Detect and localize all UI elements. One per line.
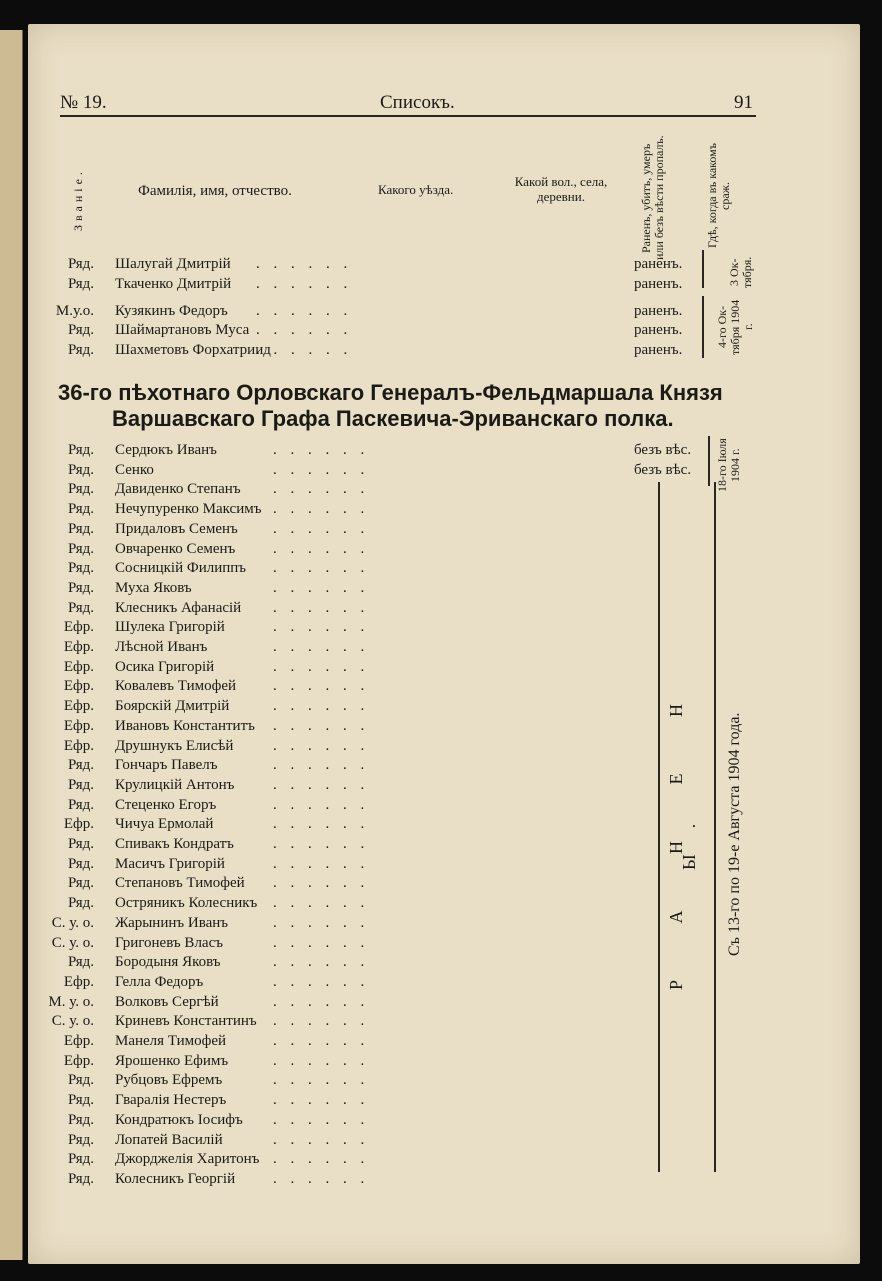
row-rank: Ряд. (67, 895, 94, 912)
row-name: Придаловъ Семенъ (115, 520, 238, 537)
row-name: Криневъ Константинъ (115, 1013, 257, 1030)
row-name: Гваралія Нестеръ (115, 1092, 227, 1109)
row-name: Ткаченко Дмитрій (115, 276, 232, 292)
row-status: раненъ. (634, 256, 683, 272)
leader-dots: . . . . . . (273, 619, 370, 636)
row-rank: Ряд. (67, 322, 94, 338)
leader-dots: . . . . . . (273, 796, 370, 813)
row-name: Ивановъ Константитъ (115, 717, 255, 734)
leader-dots: . . . . . . (273, 698, 370, 715)
list-row (28, 1132, 860, 1151)
row-name: Шахметовъ Форхатриид (115, 342, 271, 358)
leader-dots: . . . . . . (273, 816, 370, 833)
leader-dots: . . . . . . (273, 639, 370, 655)
row-rank: Ряд. (67, 442, 94, 458)
leader-dots: . . . . . . (256, 256, 353, 272)
list-row (28, 619, 860, 638)
row-name: Давиденко Степанъ (115, 481, 241, 498)
status-group-label: Р А Н Е Н Ы. (666, 678, 699, 991)
leader-dots: . . . . . . (273, 836, 370, 852)
row-name: Сенко (115, 461, 154, 478)
row-rank: Ряд. (67, 276, 94, 292)
row-rank: Ефр. (63, 698, 94, 715)
row-rank: Ефр. (63, 973, 94, 990)
leader-dots: . . . . . . (273, 934, 370, 951)
page-title: Списокъ. (380, 92, 455, 113)
row-name: Масичъ Григорій (115, 855, 225, 872)
row-name: Манеля Тимофей (115, 1033, 227, 1049)
row-rank: Ефр. (63, 678, 94, 695)
leader-dots: . . . . . . (273, 481, 370, 498)
row-name: Нечупуренко Максимъ (115, 501, 262, 518)
regiment-title-line1: 36-го пѣхотнаго Орловскаго Генералъ-Фельдмаршала Князя (58, 380, 723, 405)
leader-dots: . . . . . . (273, 973, 370, 990)
row-name: Спивакъ Кондратъ (115, 836, 234, 852)
list-row (28, 560, 860, 579)
list-row (28, 501, 860, 520)
leader-dots: . . . . . . (273, 1131, 370, 1148)
page-number: 91 (734, 92, 753, 113)
row-rank: Ряд. (67, 256, 94, 272)
section1-note-1: 3 Ок-тября. (727, 256, 754, 288)
row-rank: Ряд. (67, 1170, 94, 1187)
column-where-header: Гдѣ, когда въ какомъ сраж. (705, 143, 732, 249)
row-name: Стеценко Егоръ (115, 796, 217, 813)
leader-dots: . . . . . . (273, 1013, 370, 1030)
row-name: Ярошенко Ефимъ (115, 1052, 229, 1069)
list-row (28, 541, 860, 560)
leader-dots: . . . . . . (273, 717, 370, 734)
row-rank: Ефр. (63, 1052, 94, 1069)
leader-dots: . . . . . . (273, 461, 370, 478)
leader-dots: . . . . . . (273, 678, 370, 695)
row-status: безъ вѣс. (634, 442, 692, 458)
row-name: Шулека Григорій (115, 619, 225, 636)
list-row (28, 1053, 860, 1072)
leader-dots: . . . . . . (273, 540, 370, 557)
leader-dots: . . . . . . (273, 1092, 370, 1109)
list-row (28, 1171, 860, 1190)
document-page (28, 24, 860, 1264)
row-name: Гелла Федоръ (115, 973, 204, 990)
row-rank: Ефр. (63, 658, 94, 675)
column-village-header: Какой вол., села, деревни. (514, 174, 608, 204)
row-rank: Ряд. (67, 757, 94, 774)
leader-dots: . . . . . . (273, 1052, 370, 1069)
list-row (28, 1112, 860, 1131)
row-name: Джорджелія Харитонъ (115, 1151, 260, 1168)
row-name: Клесникъ Афанасій (115, 599, 242, 616)
leader-dots: . . . . . . (273, 855, 370, 872)
leader-dots: . . . . . . (273, 776, 370, 793)
section1-bracket-2 (702, 296, 704, 358)
row-status: раненъ. (634, 303, 683, 319)
row-name: Остряникъ Колесникъ (115, 895, 258, 912)
row-rank: Ряд. (67, 954, 94, 971)
leader-dots: . . . . . . (273, 1151, 370, 1168)
header-rule (60, 115, 756, 117)
row-rank: Ряд. (67, 1131, 94, 1148)
row-name: Гончаръ Павелъ (115, 757, 218, 774)
row-rank: Ряд. (67, 481, 94, 498)
row-status: раненъ. (634, 276, 683, 292)
leader-dots: . . . . . . (273, 1033, 370, 1049)
row-name: Крулицкій Антонъ (115, 776, 235, 793)
leader-dots: . . . . . . (273, 993, 370, 1010)
row-name: Степановъ Тимофей (115, 875, 245, 892)
section1-bracket-1 (702, 250, 704, 288)
row-rank: Ряд. (67, 855, 94, 872)
leader-dots: . . . . . . (273, 1170, 370, 1187)
row-name: Кузякинъ Федоръ (115, 303, 228, 319)
row-rank: Ряд. (67, 1151, 94, 1168)
row-rank: Ряд. (67, 875, 94, 892)
row-name: Боярскій Дмитрій (115, 698, 230, 715)
list-row (28, 1033, 860, 1052)
row-name: Сердюкъ Иванъ (115, 442, 217, 458)
row-rank: Ряд. (67, 776, 94, 793)
row-name: Шаймартановъ Муса (115, 322, 250, 338)
leader-dots: . . . . . . (273, 579, 370, 596)
section2-top-bracket (708, 436, 710, 486)
section1-note-2: 4-го Ок-тября 1904 г. (715, 299, 755, 355)
leader-dots: . . . . . . (273, 520, 370, 537)
facing-page-edge (0, 30, 23, 1260)
row-name: Сосницкій Филиппъ (115, 560, 247, 577)
row-rank: С. у. о. (51, 914, 94, 931)
list-row (28, 580, 860, 599)
row-name: Шалугай Дмитрій (115, 256, 231, 272)
list-row (28, 1092, 860, 1111)
list-number: № 19. (60, 92, 107, 113)
list-row (28, 1013, 860, 1032)
row-status: раненъ. (634, 342, 683, 358)
row-rank: С. у. о. (51, 1013, 94, 1030)
leader-dots: . . . . . . (273, 737, 370, 754)
row-rank: Ряд. (67, 560, 94, 577)
leader-dots: . . . . . . (256, 303, 353, 319)
row-rank: Ряд. (67, 1111, 94, 1128)
row-rank: Ефр. (63, 1033, 94, 1049)
row-rank: Ряд. (67, 342, 94, 358)
row-rank: Ряд. (67, 599, 94, 616)
row-name: Жарынинъ Иванъ (115, 914, 229, 931)
leader-dots: . . . . . . (256, 276, 353, 292)
row-name: Бородыня Яковъ (115, 954, 221, 971)
row-rank: Ряд. (67, 1092, 94, 1109)
row-name: Чичуа Ермолай (115, 816, 214, 833)
leader-dots: . . . . . . (273, 757, 370, 774)
row-rank: Ряд. (67, 579, 94, 596)
leader-dots: . . . . . . (273, 895, 370, 912)
leader-dots: . . . . . . (273, 914, 370, 931)
row-name: Волковъ Сергѣй (115, 993, 219, 1010)
leader-dots: . . . . . . (273, 501, 370, 518)
row-rank: М. у. о. (48, 993, 94, 1010)
row-name: Кондратюкъ Іосифъ (115, 1111, 243, 1128)
leader-dots: . . . . . . (256, 322, 353, 338)
row-rank: Ефр. (63, 639, 94, 655)
row-name: Колесникъ Георгій (115, 1170, 236, 1187)
list-row (28, 521, 860, 540)
row-name: Друшнукъ Елисѣй (115, 737, 234, 754)
row-name: Лѣсной Иванъ (115, 639, 208, 655)
leader-dots: . . . . . . (273, 954, 370, 971)
row-status: раненъ. (634, 322, 683, 338)
column-district-header: Какого уѣзда. (378, 182, 454, 197)
row-status: безъ вѣс. (634, 461, 692, 478)
leader-dots: . . . . . . (273, 560, 370, 577)
list-row (28, 1072, 860, 1091)
section2-top-note: 18-го Іюля 1904 г. (715, 438, 742, 492)
row-name: Григоневъ Власъ (115, 934, 223, 951)
row-name: Рубцовъ Ефремъ (115, 1072, 223, 1089)
status-group-brace (658, 482, 660, 1172)
row-name: Осика Григорій (115, 658, 215, 675)
leader-dots: . . . . . . (273, 1072, 370, 1089)
row-rank: С. у. о. (51, 934, 94, 951)
row-name: Муха Яковъ (115, 579, 192, 596)
column-rank-header: Званіе. (71, 168, 85, 232)
list-row (28, 639, 860, 658)
row-rank: Ряд. (67, 520, 94, 537)
row-rank: Ефр. (63, 737, 94, 754)
row-name: Лопатей Василій (115, 1131, 223, 1148)
row-rank: Ефр. (63, 717, 94, 734)
list-row (28, 1151, 860, 1170)
leader-dots: . . . . . . (273, 875, 370, 892)
leader-dots: . . . . . . (273, 658, 370, 675)
leader-dots: . . . . . . (273, 599, 370, 616)
leader-dots: . . . . . . (273, 442, 370, 458)
leader-dots: . . . . . . (273, 1111, 370, 1128)
column-status-header: Раненъ, убитъ, умеръ или безъ вѣсти пропалъ. (639, 135, 666, 261)
regiment-title-line2: Варшавскаго Графа Паскевича-Эриванскаго полка. (112, 406, 674, 431)
list-row (28, 600, 860, 619)
column-name-header: Фамилія, имя, отчество. (138, 183, 292, 199)
row-rank: Ряд. (67, 501, 94, 518)
row-rank: Ефр. (63, 816, 94, 833)
row-name: Овчаренко Семенъ (115, 540, 236, 557)
row-name: Ковалевъ Тимофей (115, 678, 237, 695)
date-group-brace (714, 482, 716, 1172)
row-rank: Ряд. (67, 1072, 94, 1089)
row-rank: Ряд. (67, 540, 94, 557)
row-rank: Ряд. (67, 836, 94, 852)
row-rank: Ряд. (67, 796, 94, 813)
row-rank: Ряд. (67, 461, 94, 478)
date-group-label: Съ 13-го по 19-е Августа 1904 года. (726, 712, 743, 956)
leader-dots: . . . . . . (256, 342, 353, 358)
row-rank: М.у.о. (55, 303, 94, 319)
row-rank: Ефр. (63, 619, 94, 636)
